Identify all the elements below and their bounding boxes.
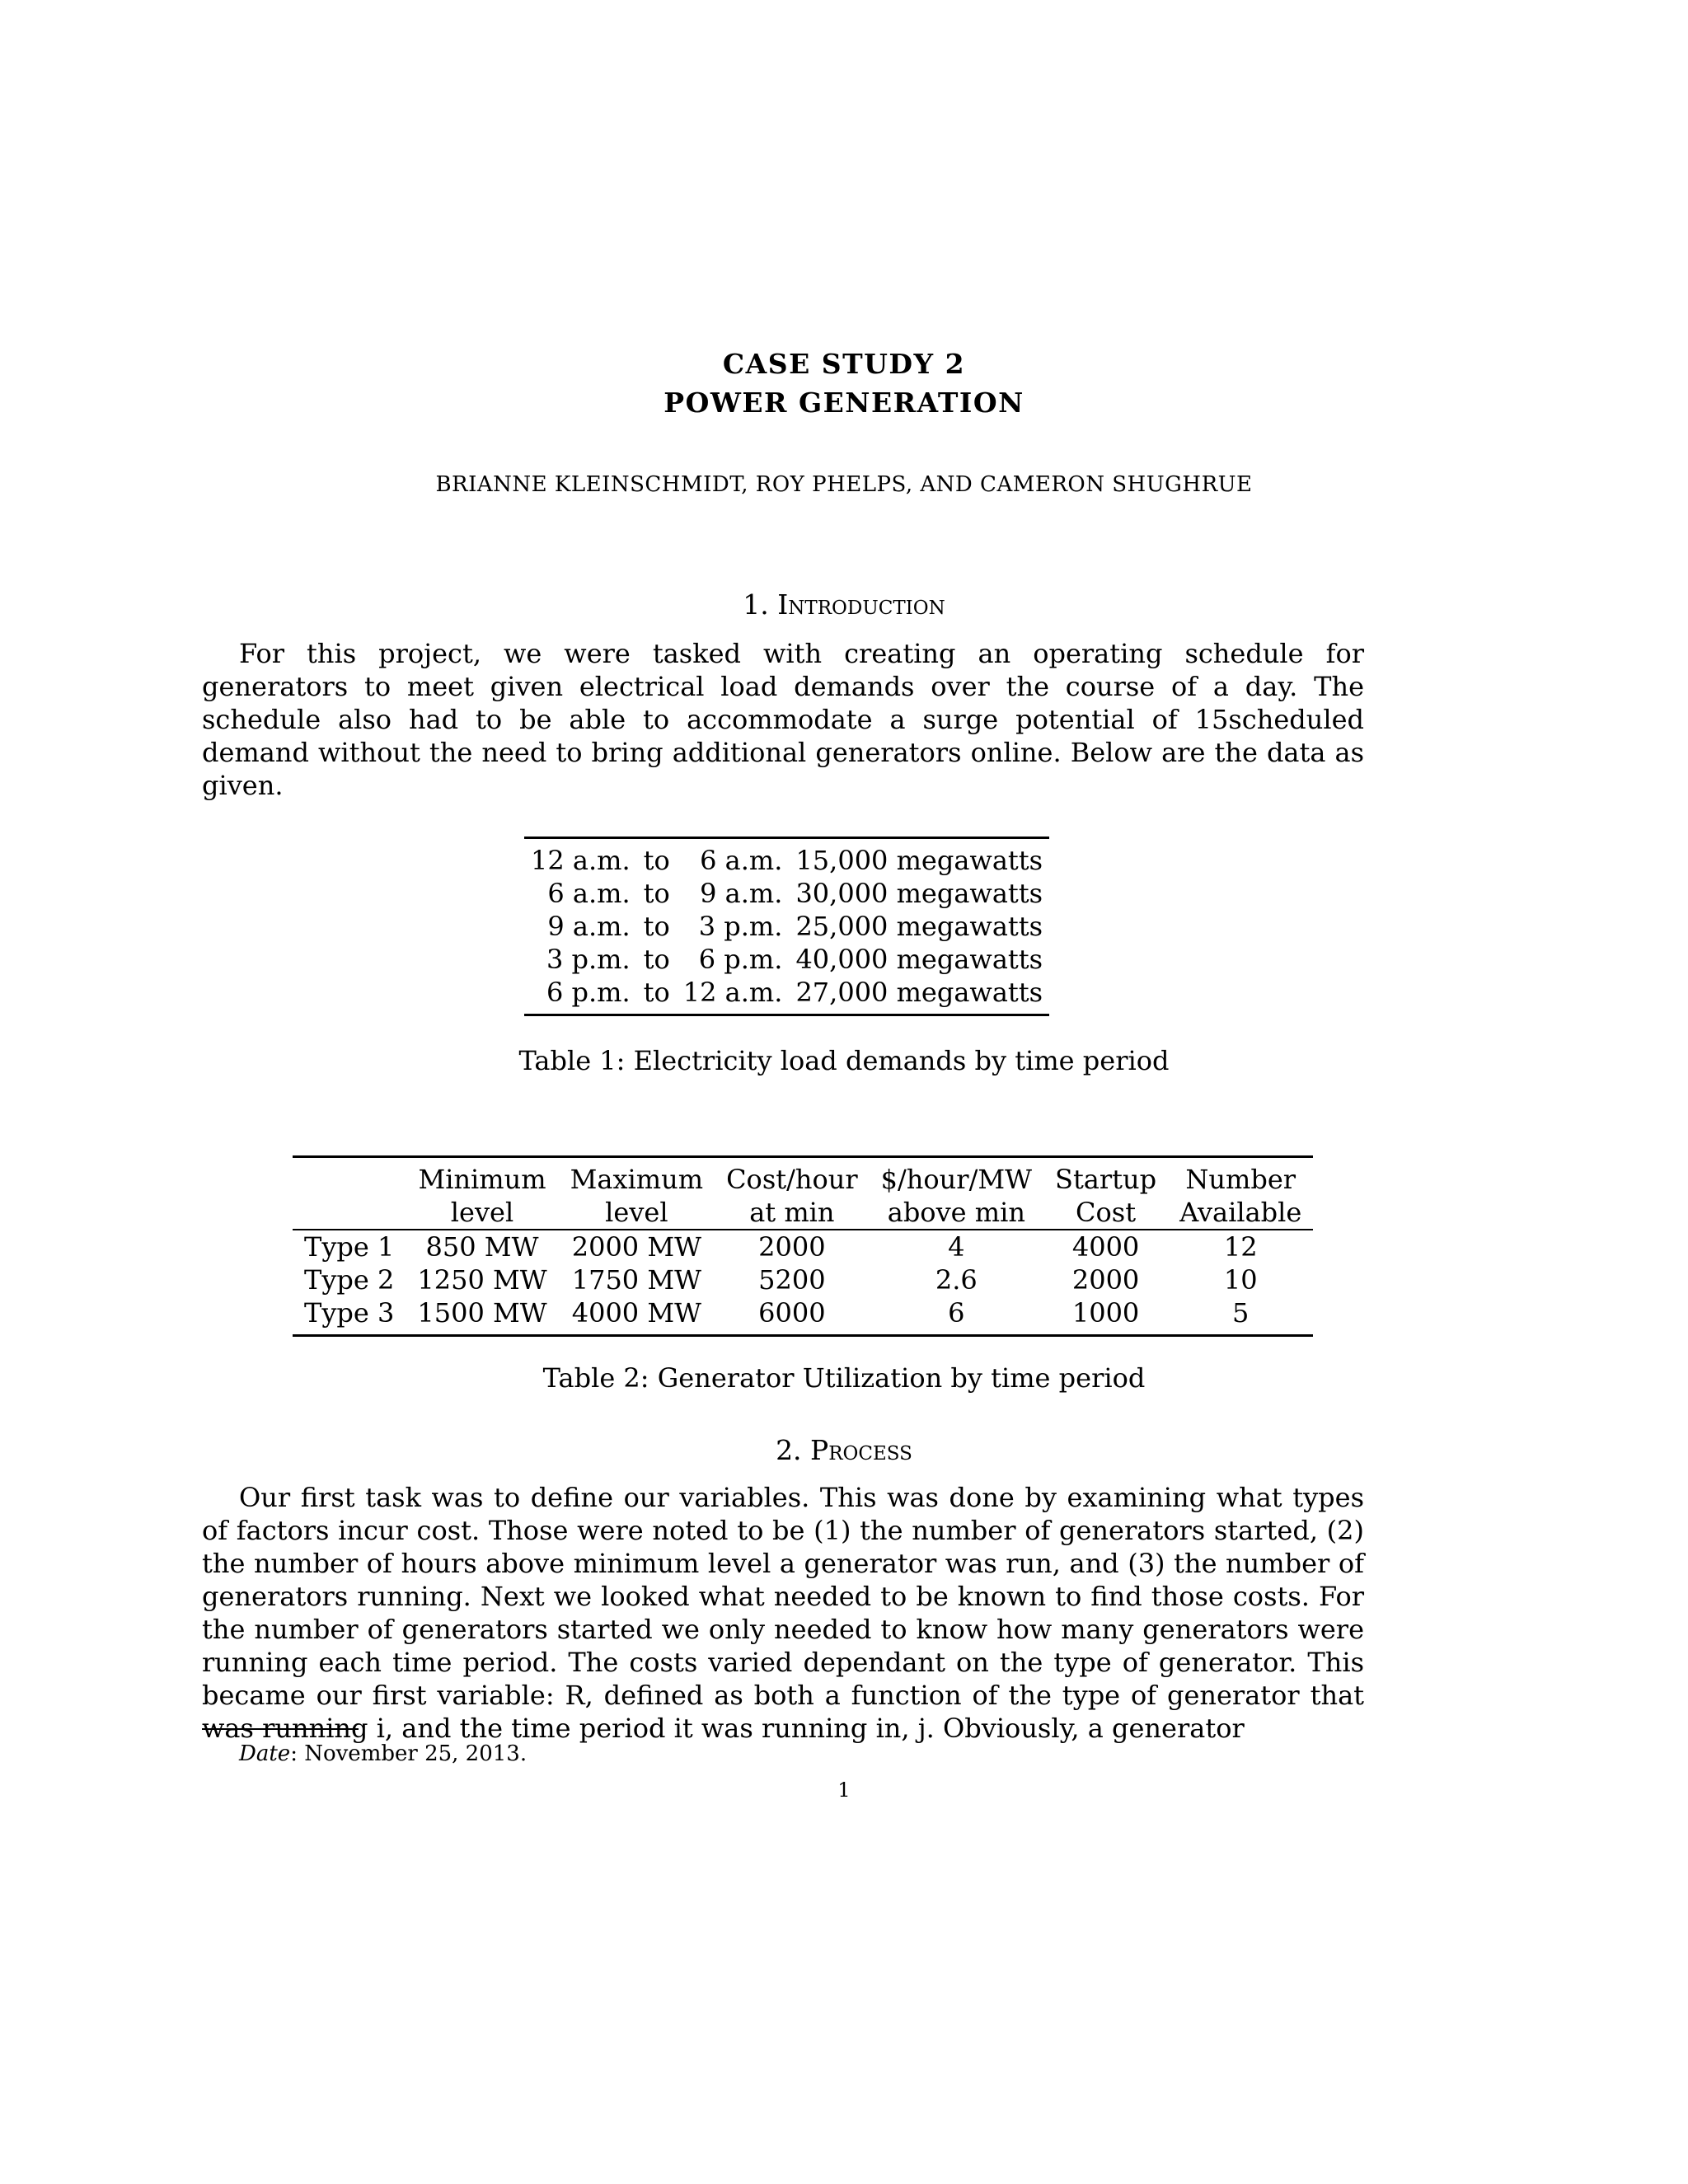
- table-header-cell: [293, 1157, 406, 1197]
- table-cell-demand: 30,000 megawatts: [795, 878, 1043, 909]
- table-header-cell: Minimum: [418, 1164, 546, 1195]
- table-cell-to: to: [643, 878, 670, 909]
- paper-title: [0, 344, 1688, 422]
- table-cell: 5200: [758, 1264, 826, 1296]
- table-cell: 5: [1232, 1297, 1250, 1329]
- table-cell-demand: 40,000 megawatts: [795, 944, 1043, 975]
- table-header-cell: Maximum: [570, 1164, 704, 1195]
- table-header-cell: Available: [1168, 1196, 1313, 1230]
- table-row: [524, 877, 1049, 910]
- table-cell: 2000 MW: [571, 1231, 701, 1263]
- table-cell-end: 9 a.m.: [700, 878, 783, 909]
- table-cell-end: 6 p.m.: [698, 944, 783, 975]
- table-row: [293, 1296, 1313, 1336]
- generator-type-label: Type 2: [304, 1264, 395, 1296]
- table-cell: 1500 MW: [417, 1297, 547, 1329]
- section-2-heading: 2. Process: [776, 1434, 912, 1466]
- load-demand-table: [524, 837, 1049, 1016]
- table-cell-demand: 25,000 megawatts: [795, 911, 1043, 942]
- footnote: [239, 1741, 527, 1766]
- table-row: [524, 910, 1049, 943]
- section-2-body: [202, 1481, 1364, 1745]
- table-cell: 1000: [1071, 1297, 1140, 1329]
- table-cell: 6: [948, 1297, 965, 1329]
- table-header-cell: Cost/hour: [726, 1164, 858, 1195]
- generator-type-label: Type 1: [304, 1231, 395, 1263]
- table-row: [524, 976, 1049, 1015]
- intro-paragraph: For this project, we were tasked with creating an operating schedule for generators to meet given electrical load demands over the course of a day. The schedule also had to be able to accommodate a surge potential of 15scheduled demand without the need to bring additional generators online. Below are the data as given.: [202, 638, 1364, 801]
- table-cell: 2000: [758, 1231, 826, 1263]
- table-row: [524, 838, 1049, 878]
- table-cell-start: 12 a.m.: [531, 845, 631, 876]
- table-header-row: [293, 1157, 1313, 1197]
- table-cell: 850 MW: [425, 1231, 539, 1263]
- footnote-text: : November 25, 2013.: [290, 1741, 528, 1766]
- table-cell-start: 6 a.m.: [547, 878, 631, 909]
- section-1-body: [202, 637, 1364, 802]
- table-cell: 1750 MW: [571, 1264, 701, 1296]
- table-cell: 4000: [1071, 1231, 1140, 1263]
- table-header-cell: Number: [1185, 1164, 1296, 1195]
- table-cell-end: 12 a.m.: [682, 977, 783, 1008]
- table-cell-to: to: [643, 944, 670, 975]
- table-cell: 4: [948, 1231, 965, 1263]
- table-cell: 2000: [1071, 1264, 1140, 1296]
- section-1-heading: 1. Introduction: [743, 588, 945, 621]
- table-cell-demand: 27,000 megawatts: [795, 977, 1043, 1008]
- table-row: [293, 1263, 1313, 1296]
- table-cell: 2.6: [935, 1264, 978, 1296]
- table-row: [524, 943, 1049, 976]
- table-header-cell: $/hour/MW: [880, 1164, 1033, 1195]
- table-cell-start: 3 p.m.: [546, 944, 631, 975]
- table-header-cell: Cost: [1043, 1196, 1168, 1230]
- process-paragraph: Our first task was to define our variables. This was done by examining what types of factors incur cost. Those were noted to be (1) the number of generators started, (2) the number of hours above minimum level a generator was run, and (3) the number of generators running. Next we looked what needed to be known to find those costs. For the number of generators started we only needed to know how many generators were running each time period. The costs varied dependant on the type of generator. This became our first variable: R, defined as both a function of the type of generator that was running i, and the time period it was running in, j. Obviously, a generator: [202, 1482, 1364, 1744]
- table-row: [293, 1230, 1313, 1263]
- table-cell-demand: 15,000 megawatts: [795, 845, 1043, 876]
- table-header-row: [293, 1196, 1313, 1230]
- table-cell: 10: [1223, 1264, 1258, 1296]
- table-cell: 4000 MW: [571, 1297, 701, 1329]
- table-cell-end: 3 p.m.: [698, 911, 783, 942]
- table-cell-end: 6 a.m.: [700, 845, 783, 876]
- footnote-label: Date: [239, 1741, 291, 1766]
- author-list: BRIANNE KLEINSCHMIDT, ROY PHELPS, AND CAMERON SHUGHRUE: [435, 472, 1253, 497]
- table-cell-start: 9 a.m.: [547, 911, 631, 942]
- table-header-cell: above min: [870, 1196, 1043, 1230]
- table-cell-to: to: [643, 977, 670, 1008]
- footnote-rule: [202, 1728, 359, 1730]
- title-line-2: POWER GENERATION: [663, 387, 1025, 419]
- table-header-cell: at min: [715, 1196, 870, 1230]
- table-2-caption: Table 2: Generator Utilization by time period: [542, 1362, 1146, 1394]
- table-header-cell: Startup: [1055, 1164, 1157, 1195]
- title-line-1: CASE STUDY 2: [722, 348, 966, 380]
- table-header-cell: level: [406, 1196, 558, 1230]
- table-cell: 1250 MW: [417, 1264, 547, 1296]
- table-cell-start: 6 p.m.: [546, 977, 631, 1008]
- page-number: 1: [837, 1779, 851, 1802]
- table-1-caption: Table 1: Electricity load demands by time period: [518, 1045, 1170, 1076]
- generator-type-label: Type 3: [304, 1297, 395, 1329]
- generator-table: [293, 1155, 1313, 1337]
- table-cell: 12: [1223, 1231, 1258, 1263]
- table-cell: 6000: [758, 1297, 826, 1329]
- table-cell-to: to: [643, 911, 670, 942]
- table-cell-to: to: [643, 845, 670, 876]
- table-header-cell: [293, 1196, 406, 1230]
- table-header-cell: level: [559, 1196, 715, 1230]
